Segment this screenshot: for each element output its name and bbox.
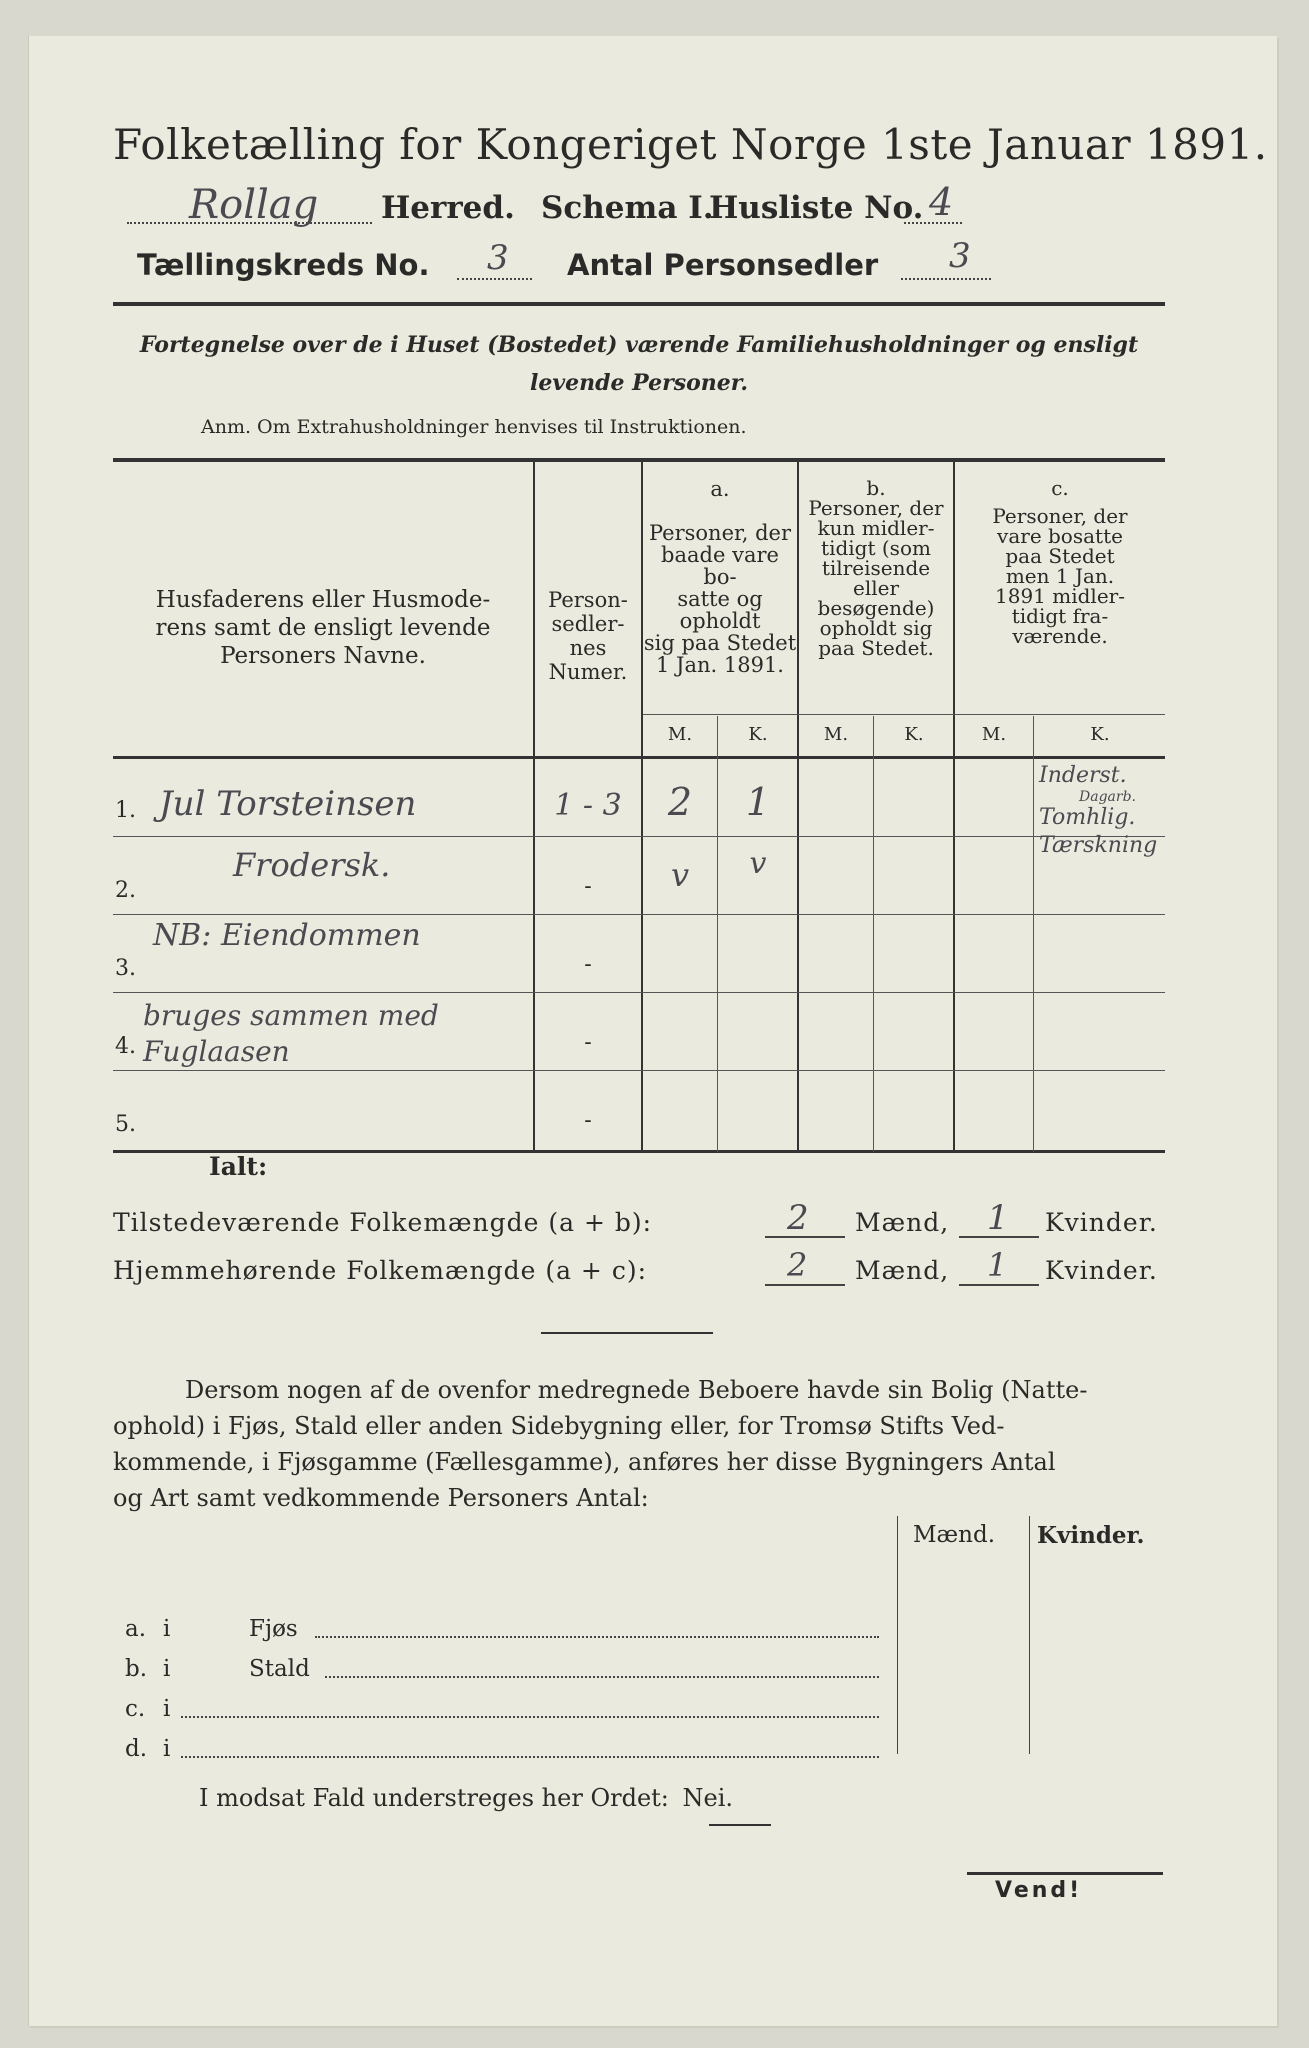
col-header-numer: Person- sedler- nes Numer.	[548, 588, 628, 684]
table-bottom-rule	[113, 1150, 1165, 1153]
bolig-col-maend: Mænd.	[913, 1522, 996, 1548]
row-number: 4.	[115, 1034, 136, 1059]
row-person-numbers: -	[584, 1030, 592, 1055]
totals-row-resident	[113, 1246, 1173, 1296]
row-person-numbers: -	[584, 952, 592, 977]
bolig-paragraph: Dersom nogen af de ovenfor medregnede Beboere havde sin Bolig (Natte- ophold) i Fjøs, Stald eller anden Sidebygning eller, for Tromsø Stifts Ved- kommende, i Fjøsgamme (Fællesgamme), anføres her disse Bygningers Antal og Art samt vedkommende Personers Antal:	[113, 1376, 1088, 1512]
bolig-item-stald: b. i Stald	[125, 1656, 885, 1688]
totals-resident-women-line	[959, 1284, 1039, 1286]
totals-present-men: 2	[787, 1198, 810, 1238]
bolig-col-kvinder: Kvinder.	[1037, 1522, 1145, 1549]
row-number: 2.	[115, 878, 136, 903]
husliste-label: Husliste No.	[709, 190, 924, 226]
ialt-label: Ialt:	[209, 1152, 268, 1181]
schema-label: Schema I.	[541, 190, 714, 226]
b-k-label: K.	[904, 724, 924, 745]
vend-rule	[967, 1872, 1163, 1875]
col-header-c: c. Personer, der vare bosatte paa Stedet men 1 Jan. 1891 midler- tidigt fra- værende.	[992, 476, 1128, 648]
bolig-table	[113, 1516, 1173, 1762]
husliste-value: 4	[929, 180, 954, 224]
totals-resident-men-line	[765, 1284, 845, 1286]
bolig-item-c: c. i	[125, 1696, 885, 1728]
row-rule	[113, 1070, 1165, 1071]
row-a-men: v	[670, 856, 690, 894]
mk-rule	[643, 714, 1165, 715]
row-number: 5.	[115, 1112, 136, 1137]
totals-resident-kvinder: Kvinder.	[1045, 1256, 1158, 1285]
row-person-numbers: -	[584, 1108, 592, 1133]
a-k-label: K.	[748, 724, 768, 745]
row-a-women: 1	[745, 780, 771, 824]
header-rule	[113, 302, 1165, 306]
anm-note: Anm. Om Extrahusholdninger henvises til Instruktionen.	[201, 416, 747, 438]
row-number: 1.	[115, 798, 136, 823]
row-a-men: 2	[667, 780, 693, 824]
row-rule	[113, 992, 1165, 993]
bolig-col-divider	[1029, 1516, 1030, 1754]
form-title: Folketælling for Kongeriget Norge 1ste Januar 1891.	[113, 120, 1268, 169]
row-rule	[113, 914, 1165, 915]
kreds-label: Tællingskreds No.	[137, 248, 430, 282]
herred-label: Herred.	[381, 190, 515, 226]
row-name: Frodersk.	[233, 846, 391, 884]
totals-resident-men: 2	[787, 1246, 809, 1284]
totals-present-women: 1	[987, 1198, 1010, 1238]
bolig-item-fjos: a. i Fjøs	[125, 1616, 885, 1648]
totals-present-kvinder: Kvinder.	[1045, 1208, 1158, 1237]
row-name: bruges sammen med Fuglaasen	[143, 999, 439, 1068]
c-k-label: K.	[1090, 724, 1110, 745]
vend-label: Vend!	[995, 1878, 1083, 1903]
herred-line	[99, 180, 1199, 236]
totals-resident-maend: Mænd,	[855, 1256, 950, 1285]
kreds-line	[137, 236, 1137, 294]
row-a-women: v	[749, 846, 767, 881]
personsedler-dotted-field	[901, 278, 991, 280]
census-form-page	[28, 36, 1277, 2026]
table-top-rule	[113, 458, 1165, 462]
table-header-rule	[113, 756, 1165, 759]
nei-underline	[709, 1824, 771, 1826]
col-divider	[1033, 716, 1034, 1152]
totals-resident-women: 1	[987, 1246, 1009, 1284]
personsedler-label: Antal Personsedler	[567, 248, 879, 282]
kreds-value: 3	[487, 238, 509, 278]
intro-line-2: levende Personer.	[530, 370, 748, 396]
kreds-dotted-field	[457, 278, 532, 280]
row-name: NB: Eiendommen	[153, 918, 421, 953]
row-person-numbers: -	[584, 874, 592, 899]
col-divider	[717, 716, 718, 1152]
row-name: Jul Torsteinsen	[159, 784, 417, 824]
herred-handwritten: Rollag	[189, 182, 319, 228]
household-table	[113, 458, 1165, 1158]
col-header-names: Husfaderens eller Husmode- rens samt de ensligt levende Personers Navne.	[155, 587, 491, 669]
bolig-col-divider	[897, 1516, 898, 1754]
margin-note: Inderst. Dagarb. Tomhlig. Tærskning	[1039, 763, 1158, 858]
totals-row-present	[113, 1198, 1173, 1248]
totals-present-maend: Mænd,	[855, 1208, 950, 1237]
totals-present-label: Tilstedeværende Folkemængde (a + b):	[113, 1208, 653, 1237]
modsat-line: I modsat Fald understreges her Ordet: Nei.	[199, 1784, 734, 1812]
row-number: 3.	[115, 956, 136, 981]
col-divider	[873, 716, 874, 1152]
personsedler-value: 3	[949, 236, 971, 276]
totals-resident-label: Hjemmehørende Folkemængde (a + c):	[113, 1256, 647, 1285]
row-rule	[113, 836, 1165, 837]
nei-word: Nei.	[682, 1784, 734, 1812]
row-person-numbers: 1 - 3	[554, 788, 622, 823]
c-m-label: M.	[981, 724, 1007, 745]
a-m-label: M.	[667, 724, 693, 745]
bolig-item-d: d. i	[125, 1736, 885, 1768]
section-divider	[541, 1332, 713, 1334]
intro-line-1: Fortegnelse over de i Huset (Bostedet) værende Familiehusholdninger og ensligt	[139, 332, 1139, 358]
b-m-label: M.	[823, 724, 849, 745]
col-header-a: a. Personer, der baade vare bo- satte og opholdt sig paa Stedet 1 Jan. 1891.	[643, 477, 797, 677]
col-header-b: b. Personer, der kun midler- tidigt (som tilreisende eller besøgende) opholdt sig paa Stedet.	[808, 476, 944, 660]
